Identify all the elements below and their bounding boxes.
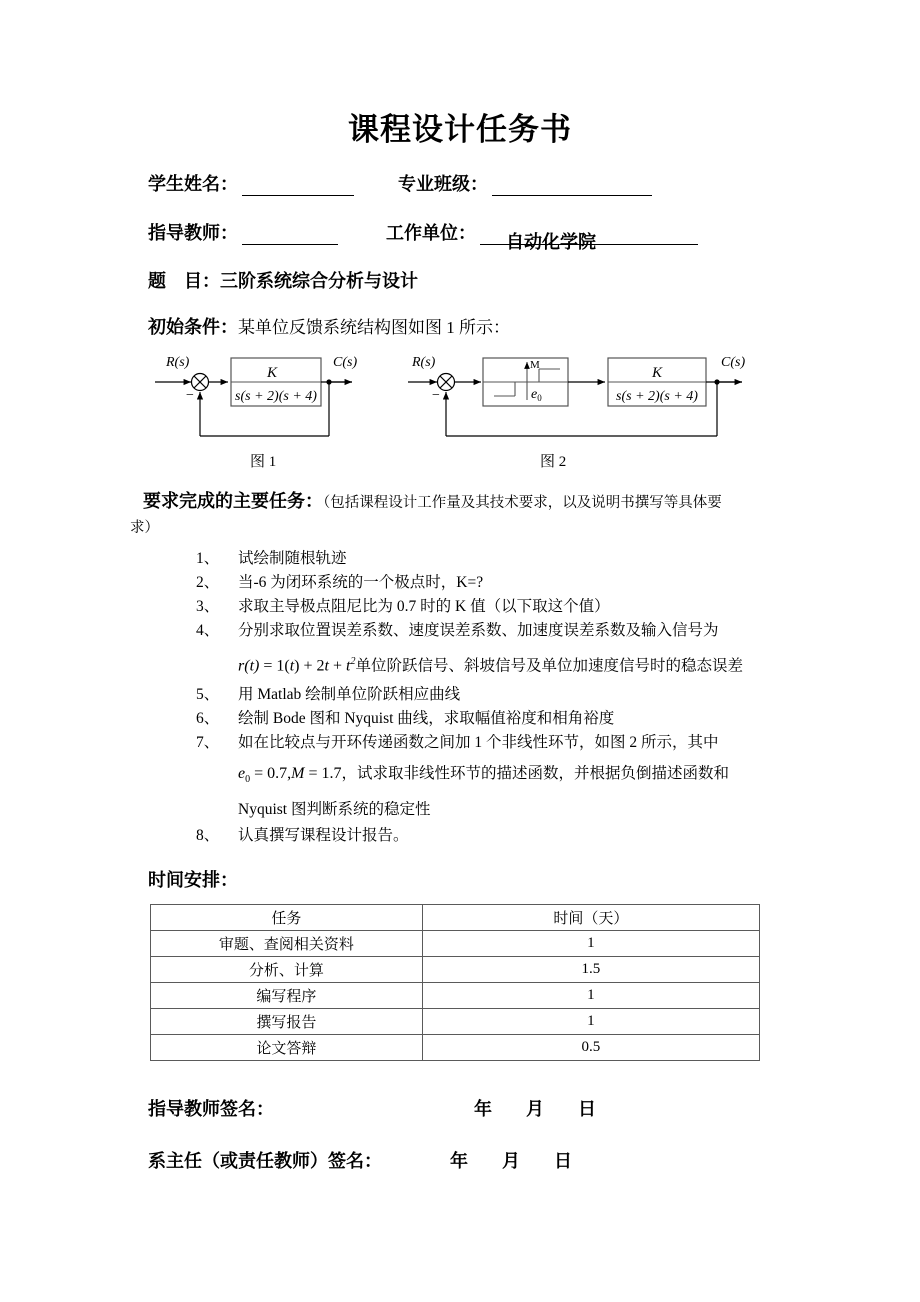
task-text: 用 Matlab 绘制单位阶跃相应曲线	[238, 686, 461, 704]
fig1-numerator: K	[266, 365, 278, 381]
requirements-heading-note-cont: 求）	[130, 520, 159, 536]
formula-trailing-text: ，试求取非线性环节的描述函数，并根据负倒描述函数和	[341, 765, 730, 783]
table-row	[151, 983, 760, 1009]
work-unit-value[interactable]: 自动化学院	[480, 228, 698, 245]
class-input[interactable]	[492, 178, 652, 196]
day-label: 日	[578, 1099, 596, 1120]
cell-days: 1	[422, 931, 759, 957]
subject-row	[148, 267, 418, 293]
formula-trailing-text: 单位阶跃信号、斜坡信号及单位加速度信号时的稳态误差	[355, 657, 743, 675]
task-item-6	[196, 708, 836, 730]
task-text: 当-6 为闭环系统的一个极点时，K=?	[238, 574, 484, 591]
task-4-formula	[196, 644, 836, 684]
day-label: 日	[554, 1151, 572, 1172]
fig2-minus-sign: −	[432, 388, 440, 403]
advisor-signature-row	[148, 1095, 596, 1121]
formula-e-value: = 0.7,	[250, 765, 292, 783]
initial-conditions-row	[148, 313, 510, 339]
cell-task: 审题、查阅相关资料	[151, 931, 423, 957]
cell-task: 编写程序	[151, 983, 423, 1009]
formula-r: r	[238, 657, 245, 675]
task-number: 3、	[196, 598, 220, 615]
schedule-table	[150, 904, 760, 1061]
dept-head-signature-row	[148, 1147, 572, 1173]
cell-task: 分析、计算	[151, 957, 423, 983]
requirements-heading-text: 要求完成的主要任务：	[143, 491, 323, 512]
fig2-e0-label: $e_0$	[531, 387, 542, 403]
initial-conditions-value: 某单位反馈系统结构图如图 1 所示：	[238, 318, 510, 337]
subject-value: 三阶系统综合分析与设计	[220, 271, 418, 292]
task-item-5	[196, 684, 836, 706]
subject-label: 题 目：	[148, 271, 220, 292]
fig2-input-label: R(s)	[412, 355, 436, 370]
formula-m-symbol: M	[291, 765, 305, 783]
cell-task: 论文答辩	[151, 1035, 423, 1061]
schedule-heading: 时间安排：	[148, 870, 238, 891]
task-item-1	[196, 548, 836, 570]
task-7-continuation-text: Nyquist 图判断系统的稳定性	[238, 800, 431, 818]
task-number: 2、	[196, 574, 220, 591]
formula-e-symbol: e	[238, 765, 246, 783]
year-label: 年	[474, 1099, 492, 1120]
task-item-7	[196, 732, 836, 754]
advisor-info-row	[148, 219, 848, 253]
task-text: 试绘制随根轨迹	[238, 550, 347, 567]
student-info-row	[148, 170, 848, 196]
fig1-denominator: s(s + 2)(s + 4)	[235, 389, 317, 404]
formula-plus: ) + 2	[294, 657, 325, 675]
figure-1-caption: 图 1	[250, 454, 277, 470]
formula-t2: t	[289, 657, 295, 675]
task-7-formula	[196, 756, 836, 798]
table-row	[151, 1035, 760, 1061]
figure-2-caption: 图 2	[540, 454, 567, 470]
table-row	[151, 957, 760, 983]
formula-plus2: +	[328, 657, 346, 675]
cell-days: 0.5	[422, 1035, 759, 1061]
task-item-3	[196, 596, 836, 618]
task-text: 认真撰写课程设计报告。	[238, 826, 409, 844]
formula-t3: t	[324, 657, 329, 675]
student-name-input[interactable]	[242, 178, 354, 196]
fig1-output-label: C(s)	[333, 355, 358, 370]
task-7-continuation	[196, 799, 836, 821]
formula-t4: t	[346, 657, 351, 675]
table-header-row	[151, 905, 760, 931]
block-diagrams	[0, 344, 920, 474]
task-number: 4、	[196, 622, 220, 639]
fig1-input-label: R(s)	[166, 355, 190, 370]
fig1-minus-sign: −	[186, 388, 194, 403]
task-item-8	[196, 825, 836, 847]
task-item-4	[196, 620, 836, 642]
task-text: 如在比较点与开环传递函数之间加 1 个非线性环节，如图 2 所示，其中	[238, 734, 719, 752]
year-label: 年	[450, 1151, 468, 1172]
requirements-heading	[143, 487, 722, 513]
work-unit-label: 工作单位：	[386, 223, 476, 244]
fig2-output-label: C(s)	[721, 355, 746, 370]
page-title: 课程设计任务书	[348, 112, 572, 148]
class-label: 专业班级：	[398, 174, 488, 195]
advisor-label: 指导教师：	[148, 223, 238, 244]
student-name-label: 学生姓名：	[148, 174, 238, 195]
requirements-heading-note: （包括课程设计工作量及其技术要求，以及说明书撰写等具体要	[323, 495, 722, 511]
formula-exponent: 2	[350, 656, 356, 667]
cell-days: 1	[422, 983, 759, 1009]
task-number: 1、	[196, 550, 220, 567]
task-number: 6、	[196, 710, 220, 728]
table-row	[151, 931, 760, 957]
column-header-task: 任务	[151, 905, 423, 931]
cell-task: 撰写报告	[151, 1009, 423, 1035]
fig2-numerator: K	[651, 365, 663, 381]
task-text: 分别求取位置误差系数、速度误差系数、加速度误差系数及输入信号为	[238, 622, 719, 639]
task-number: 7、	[196, 734, 220, 752]
task-item-2	[196, 572, 836, 594]
advisor-signature-label: 指导教师签名：	[148, 1099, 274, 1120]
dept-head-signature-label: 系主任（或责任教师）签名：	[148, 1151, 382, 1172]
cell-days: 1	[422, 1009, 759, 1035]
column-header-days: 时间（天）	[422, 905, 759, 931]
month-label: 月	[526, 1099, 544, 1120]
cell-days: 1.5	[422, 957, 759, 983]
task-number: 5、	[196, 686, 220, 704]
month-label: 月	[502, 1151, 520, 1172]
table-row	[151, 1009, 760, 1035]
formula-m-value: = 1.7	[304, 765, 342, 783]
initial-conditions-label: 初始条件：	[148, 317, 238, 338]
advisor-input[interactable]	[242, 227, 338, 245]
formula-t1: (t)	[244, 657, 260, 675]
block-diagram-svg	[0, 344, 920, 474]
fig2-m-label: M	[530, 359, 540, 371]
task-text: 绘制 Bode 图和 Nyquist 曲线，求取幅值裕度和相角裕度	[238, 710, 615, 728]
task-text: 求取主导极点阻尼比为 0.7 时的 K 值（以下取这个值）	[238, 598, 610, 615]
fig2-denominator: s(s + 2)(s + 4)	[616, 389, 698, 404]
formula-eq: = 1(	[259, 657, 290, 675]
task-list	[196, 548, 836, 849]
task-number: 8、	[196, 826, 220, 844]
formula-e-subscript: 0	[245, 774, 251, 786]
